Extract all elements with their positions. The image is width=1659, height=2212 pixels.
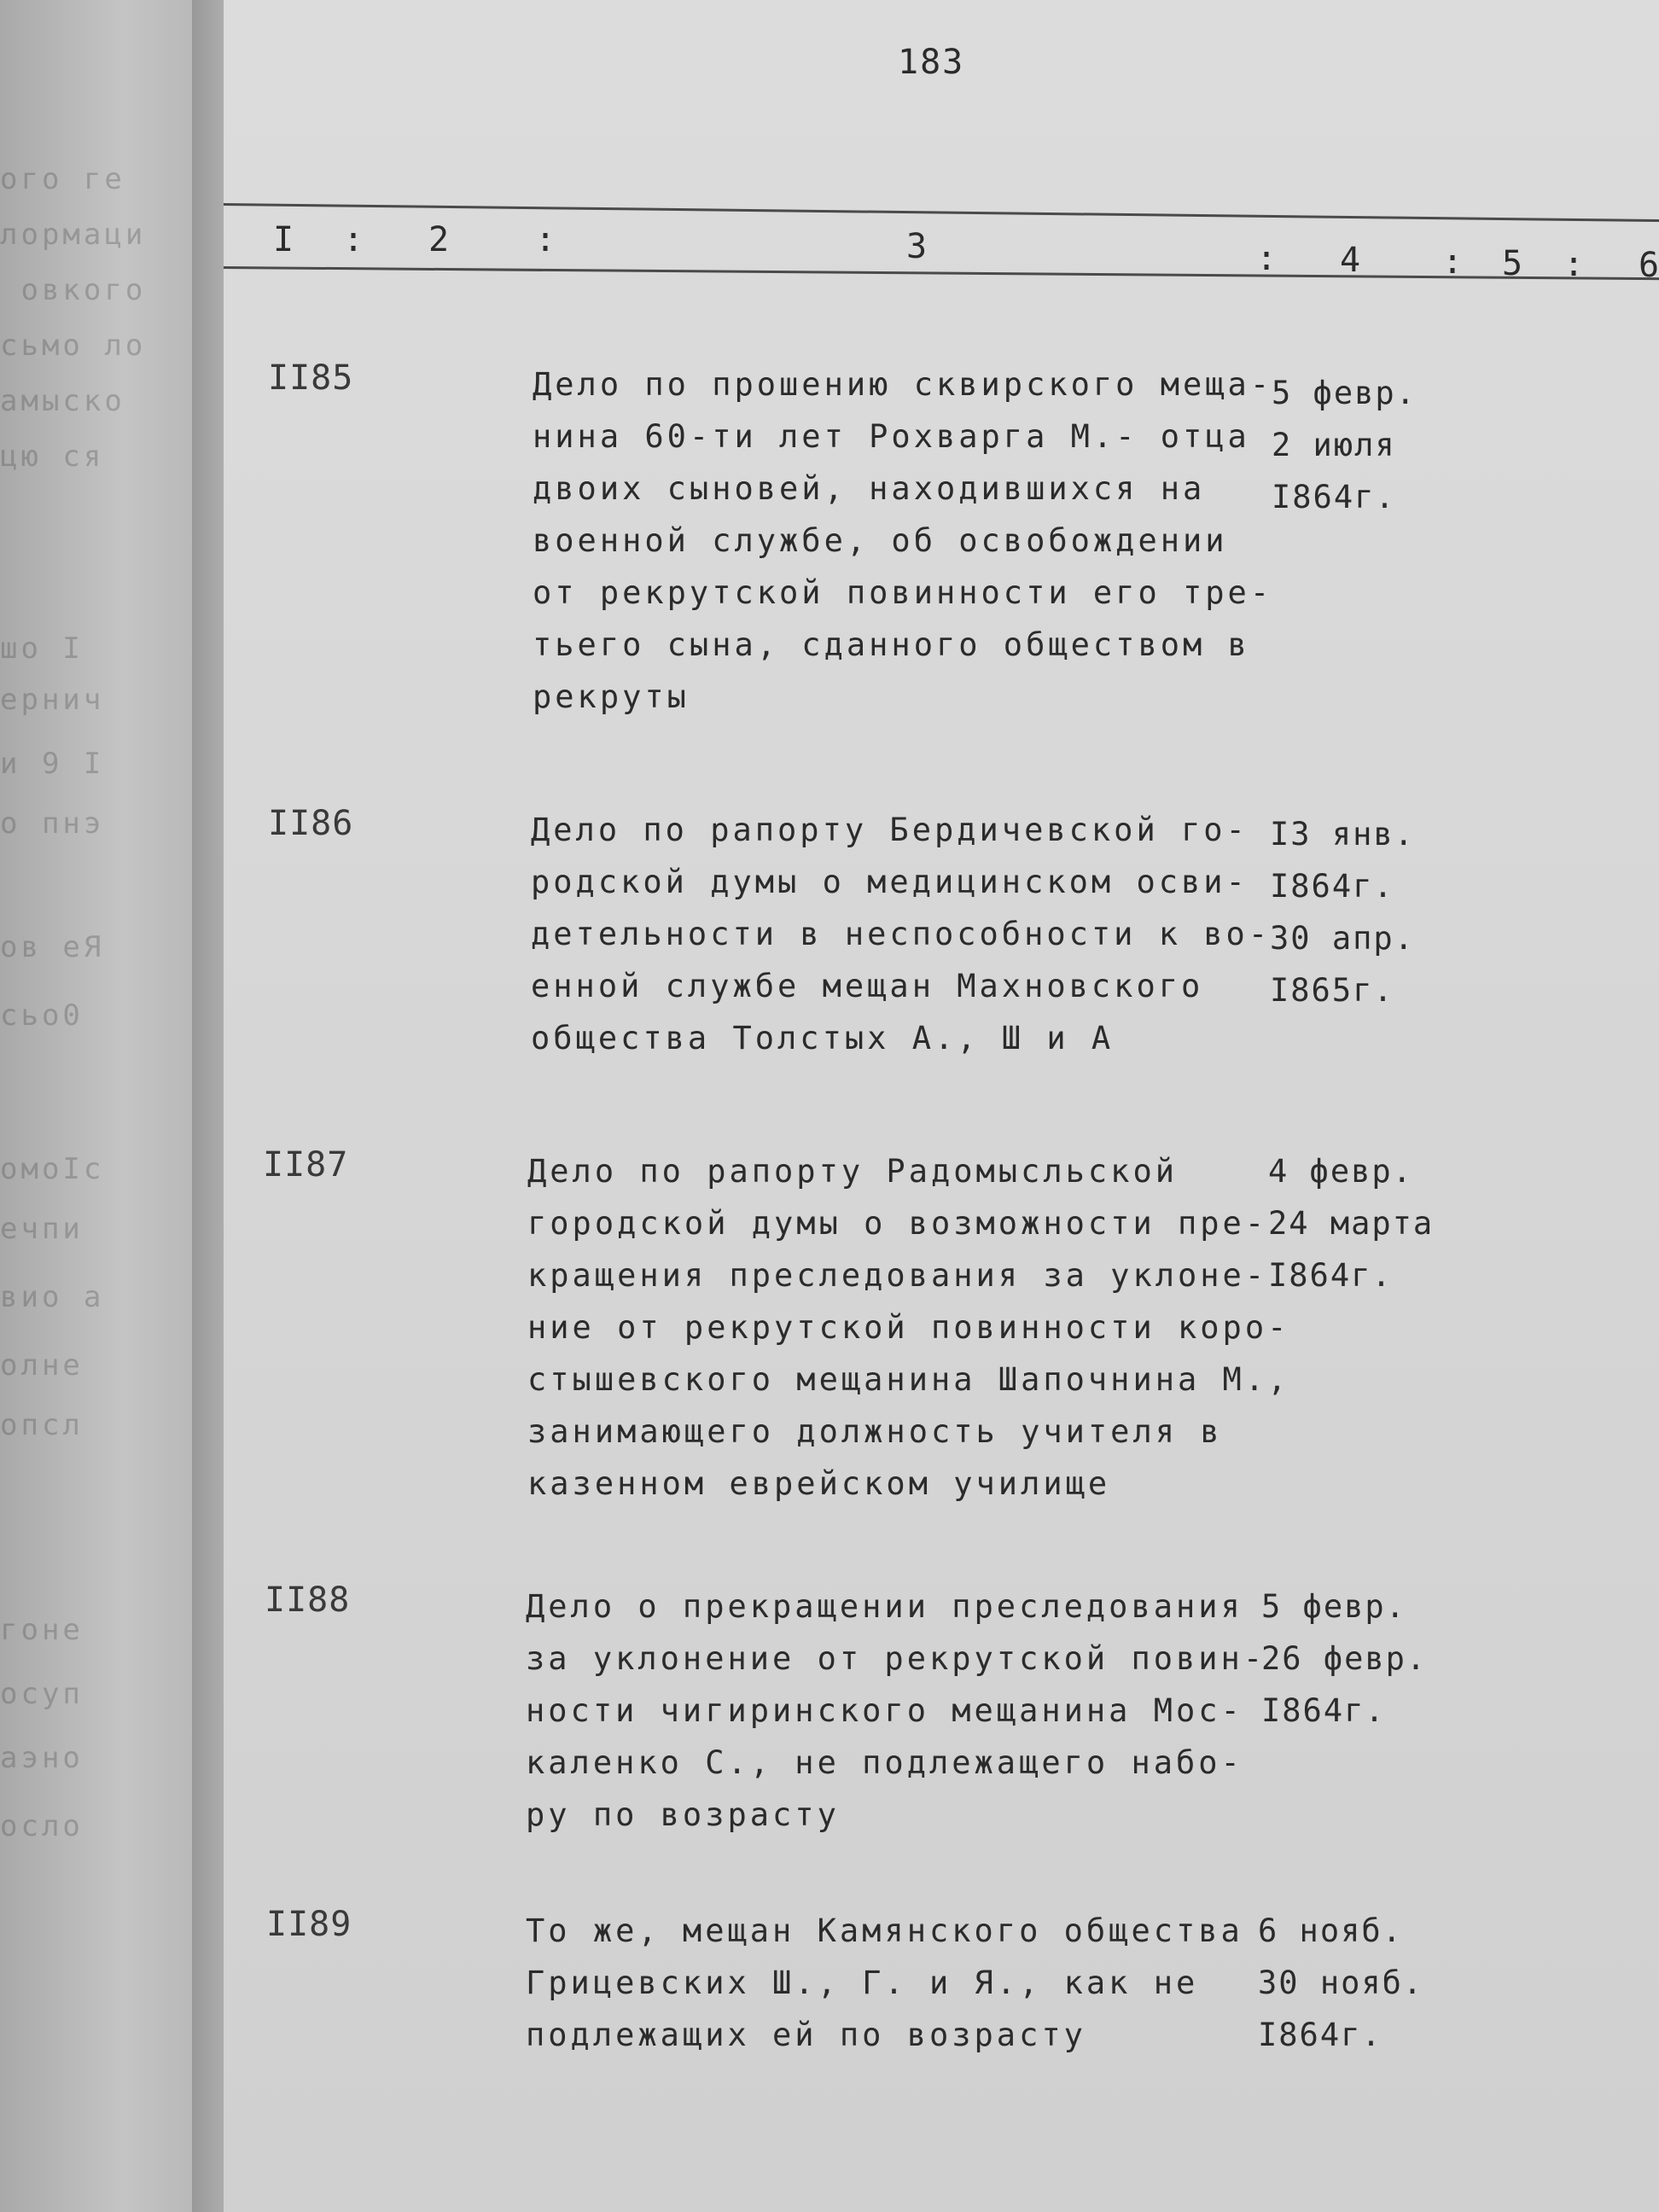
date-line: I3 янв. bbox=[1270, 816, 1415, 853]
description-line: Дело по прошению сквирского меща- bbox=[533, 366, 1273, 403]
date-line: 24 марта bbox=[1268, 1205, 1435, 1242]
description-line: двоих сыновей, находившихся на bbox=[533, 470, 1206, 507]
description-line: за уклонение от рекрутской повин- bbox=[526, 1640, 1266, 1677]
entry-number: II88 bbox=[265, 1580, 351, 1620]
description-line: родской думы о медицинском осви- bbox=[531, 864, 1249, 900]
description-line: Дело по рапорту Радомысльской bbox=[527, 1153, 1179, 1190]
description-line: кращения преследования за уклоне- bbox=[527, 1257, 1268, 1294]
description-line: ности чигиринского мещанина Мос- bbox=[526, 1692, 1243, 1729]
entry-description bbox=[533, 358, 1301, 723]
date-line: I864г. bbox=[1270, 868, 1394, 905]
description-line: рекруты bbox=[533, 678, 690, 715]
facing-page-edge: ого ге лормаци овкого сьмо ло амыско цю ся шо І ернич и 9 I о пнэ ов еЯ сьо0 омоIc ечпи вио а олне опсл гоне осуп аэно осло bbox=[0, 0, 224, 2212]
description-line: казенном еврейском училище bbox=[527, 1465, 1111, 1502]
entry-number: II86 bbox=[268, 804, 354, 843]
column-header-2: 2 bbox=[428, 220, 450, 259]
description-line: То же, мещан Камянского общества bbox=[526, 1912, 1243, 1949]
description-line: Дело по рапорту Бердичевской го- bbox=[531, 812, 1249, 848]
description-line: каленко С., не подлежащего набо- bbox=[526, 1744, 1243, 1781]
description-line: тьего сына, сданного обществом в bbox=[533, 626, 1250, 663]
column-header-1: I bbox=[273, 220, 294, 259]
column-header-5: 5 bbox=[1502, 244, 1523, 283]
date-line: I864г. bbox=[1261, 1692, 1386, 1729]
entry-dates bbox=[1272, 367, 1417, 523]
description-line: занимающего должность учителя в bbox=[527, 1413, 1223, 1450]
column-header-6: 6 bbox=[1639, 246, 1659, 285]
date-line: 4 февр. bbox=[1268, 1153, 1413, 1190]
description-line: Грицевских Ш., Г. и Я., как не bbox=[526, 1965, 1199, 2001]
date-line: I865г. bbox=[1270, 972, 1394, 1009]
entry-number: II87 bbox=[263, 1145, 349, 1185]
entry-dates bbox=[1268, 1145, 1434, 1301]
column-separator: : bbox=[1256, 239, 1278, 278]
date-line: 30 апр. bbox=[1270, 920, 1415, 957]
entry-description bbox=[531, 804, 1299, 1064]
column-separator: : bbox=[343, 220, 364, 259]
description-line: детельности в неспособности к во- bbox=[531, 916, 1272, 952]
date-line: 5 февр. bbox=[1272, 375, 1417, 411]
description-line: Дело о прекращении преследования bbox=[526, 1588, 1243, 1625]
description-line: от рекрутской повинности его тре- bbox=[533, 574, 1273, 611]
description-line: военной службе, об освобождении bbox=[533, 522, 1228, 559]
date-line: 6 нояб. bbox=[1258, 1912, 1403, 1949]
column-separator: : bbox=[535, 220, 556, 259]
entry-description bbox=[526, 1580, 1294, 1841]
entry-description bbox=[526, 1905, 1294, 2061]
date-line: I864г. bbox=[1268, 1257, 1393, 1294]
header-top-rule bbox=[224, 203, 1659, 222]
description-line: стышевского мещанина Шапочнина М., bbox=[527, 1361, 1290, 1398]
entry-number: II89 bbox=[266, 1905, 352, 1944]
column-separator: : bbox=[1563, 245, 1585, 284]
page-number: 183 bbox=[898, 43, 965, 82]
description-line: общества Толстых А., Ш и А bbox=[531, 1020, 1115, 1057]
column-header-4: 4 bbox=[1340, 241, 1361, 280]
column-header-3: 3 bbox=[906, 227, 928, 266]
entry-description bbox=[527, 1145, 1295, 1510]
date-line: 2 июля bbox=[1272, 427, 1396, 463]
description-line: городской думы о возможности пре- bbox=[527, 1205, 1268, 1242]
entry-dates bbox=[1261, 1580, 1427, 1737]
description-line: ние от рекрутской повинности коро- bbox=[527, 1309, 1290, 1346]
description-line: нина 60-ти лет Рохварга М.- отца bbox=[533, 418, 1250, 455]
description-line: ру по возрасту bbox=[526, 1796, 840, 1833]
document-page bbox=[224, 0, 1659, 2212]
date-line: 26 февр. bbox=[1261, 1640, 1428, 1677]
date-line: 5 февр. bbox=[1261, 1588, 1406, 1625]
date-line: I864г. bbox=[1272, 479, 1396, 515]
entry-dates bbox=[1258, 1905, 1423, 2061]
entry-number: II85 bbox=[268, 358, 354, 398]
entry-dates bbox=[1270, 808, 1415, 1016]
description-line: подлежащих ей по возрасту bbox=[526, 2017, 1086, 2053]
date-line: 30 нояб. bbox=[1258, 1965, 1424, 2001]
date-line: I864г. bbox=[1258, 2017, 1382, 2053]
description-line: енной службе мещан Махновского bbox=[531, 968, 1204, 1004]
column-separator: : bbox=[1442, 242, 1464, 282]
